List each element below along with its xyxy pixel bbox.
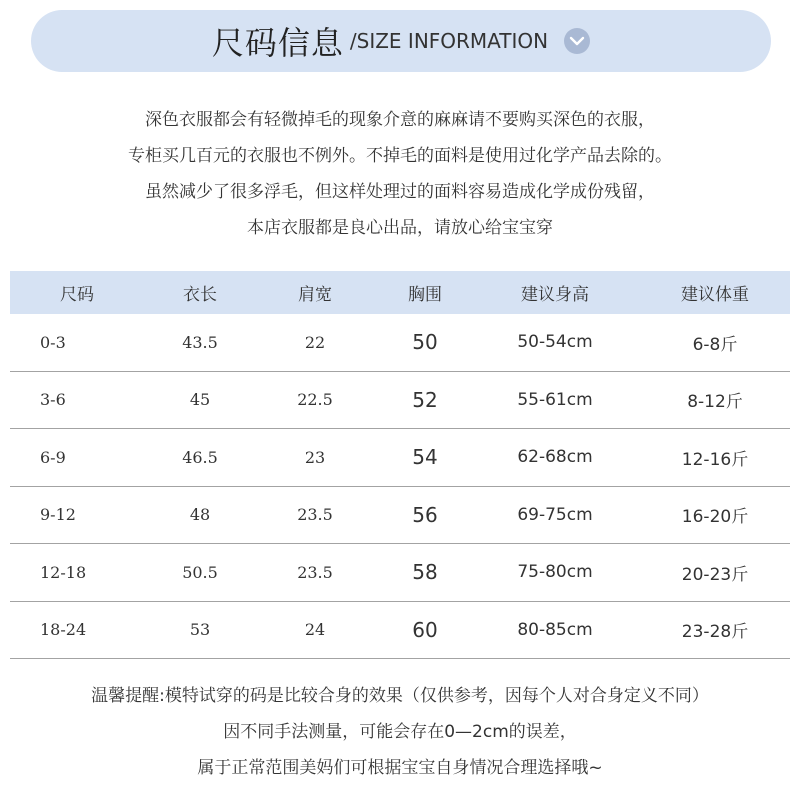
table-row [10, 602, 790, 660]
cell-chest: 52 [412, 387, 438, 412]
cell-weight: 23-28斤 [681, 622, 749, 643]
cell-shoulder: 23.5 [297, 505, 333, 525]
cell-size: 18-24 [40, 620, 87, 640]
table-body [10, 314, 790, 659]
cell-shoulder: 23.5 [297, 562, 333, 582]
intro-line: 本店衣服都是良心出品，请放心给宝宝穿 [247, 218, 553, 238]
page-subtitle: /SIZE INFORMATION [349, 29, 549, 53]
cell-length: 53 [189, 620, 211, 640]
col-header-weight: 建议体重 [681, 285, 749, 305]
intro-text [0, 102, 800, 246]
cell-weight: 6-8斤 [692, 334, 738, 355]
cell-length: 50.5 [182, 562, 218, 582]
intro-line: 虽然减少了很多浮毛，但这样处理过的面料容易造成化学成份残留， [145, 182, 655, 202]
col-header-length: 衣长 [183, 285, 217, 305]
cell-height: 50-54cm [517, 332, 593, 353]
intro-line: 深色衣服都会有轻微掉毛的现象介意的麻麻请不要购买深色的衣服， [145, 110, 655, 130]
cell-weight: 20-23斤 [681, 564, 749, 585]
chevron-down-icon [564, 28, 590, 54]
cell-height: 62-68cm [517, 447, 593, 468]
table-row [10, 314, 790, 372]
note-line: 因不同手法测量，可能会存在0—2cm的误差， [223, 722, 577, 742]
table-row [10, 372, 790, 430]
cell-weight: 8-12斤 [687, 392, 743, 413]
cell-size: 0-3 [40, 332, 66, 352]
cell-shoulder: 22 [304, 332, 326, 352]
intro-line: 专柜买几百元的衣服也不例外。不掉毛的面料是使用过化学产品去除的。 [128, 146, 672, 166]
cell-length: 46.5 [182, 447, 218, 467]
cell-chest: 60 [412, 617, 438, 642]
col-header-height: 建议身高 [521, 285, 589, 305]
title-banner [31, 10, 771, 72]
size-table [10, 271, 790, 659]
col-header-shoulder: 肩宽 [298, 285, 332, 305]
cell-weight: 12-16斤 [681, 449, 749, 470]
cell-length: 43.5 [182, 332, 218, 352]
cell-size: 9-12 [40, 505, 76, 525]
table-header [10, 271, 790, 314]
note-line: 温馨提醒:模特试穿的码是比较合身的效果（仅供参考，因每个人对合身定义不同） [91, 686, 709, 706]
cell-chest: 56 [412, 502, 438, 527]
cell-weight: 16-20斤 [681, 507, 749, 528]
cell-shoulder: 22.5 [297, 390, 333, 410]
cell-size: 3-6 [40, 390, 66, 410]
table-row [10, 429, 790, 487]
cell-size: 6-9 [40, 447, 66, 467]
page-title: 尺码信息 [211, 24, 344, 62]
cell-length: 45 [189, 390, 211, 410]
cell-height: 80-85cm [517, 619, 593, 640]
note-line: 属于正常范围美妈们可根据宝宝自身情况合理选择哦~ [197, 758, 603, 778]
cell-chest: 58 [412, 560, 438, 585]
cell-length: 48 [189, 505, 211, 525]
table-row [10, 544, 790, 602]
col-header-size: 尺码 [60, 285, 94, 305]
cell-shoulder: 24 [304, 620, 326, 640]
cell-height: 55-61cm [517, 389, 593, 410]
cell-chest: 50 [412, 330, 438, 355]
cell-height: 69-75cm [517, 504, 593, 525]
notes [0, 678, 800, 786]
cell-chest: 54 [412, 445, 438, 470]
col-header-chest: 胸围 [408, 285, 442, 305]
cell-height: 75-80cm [517, 562, 593, 583]
cell-shoulder: 23 [304, 447, 326, 467]
table-row [10, 487, 790, 545]
cell-size: 12-18 [40, 562, 87, 582]
